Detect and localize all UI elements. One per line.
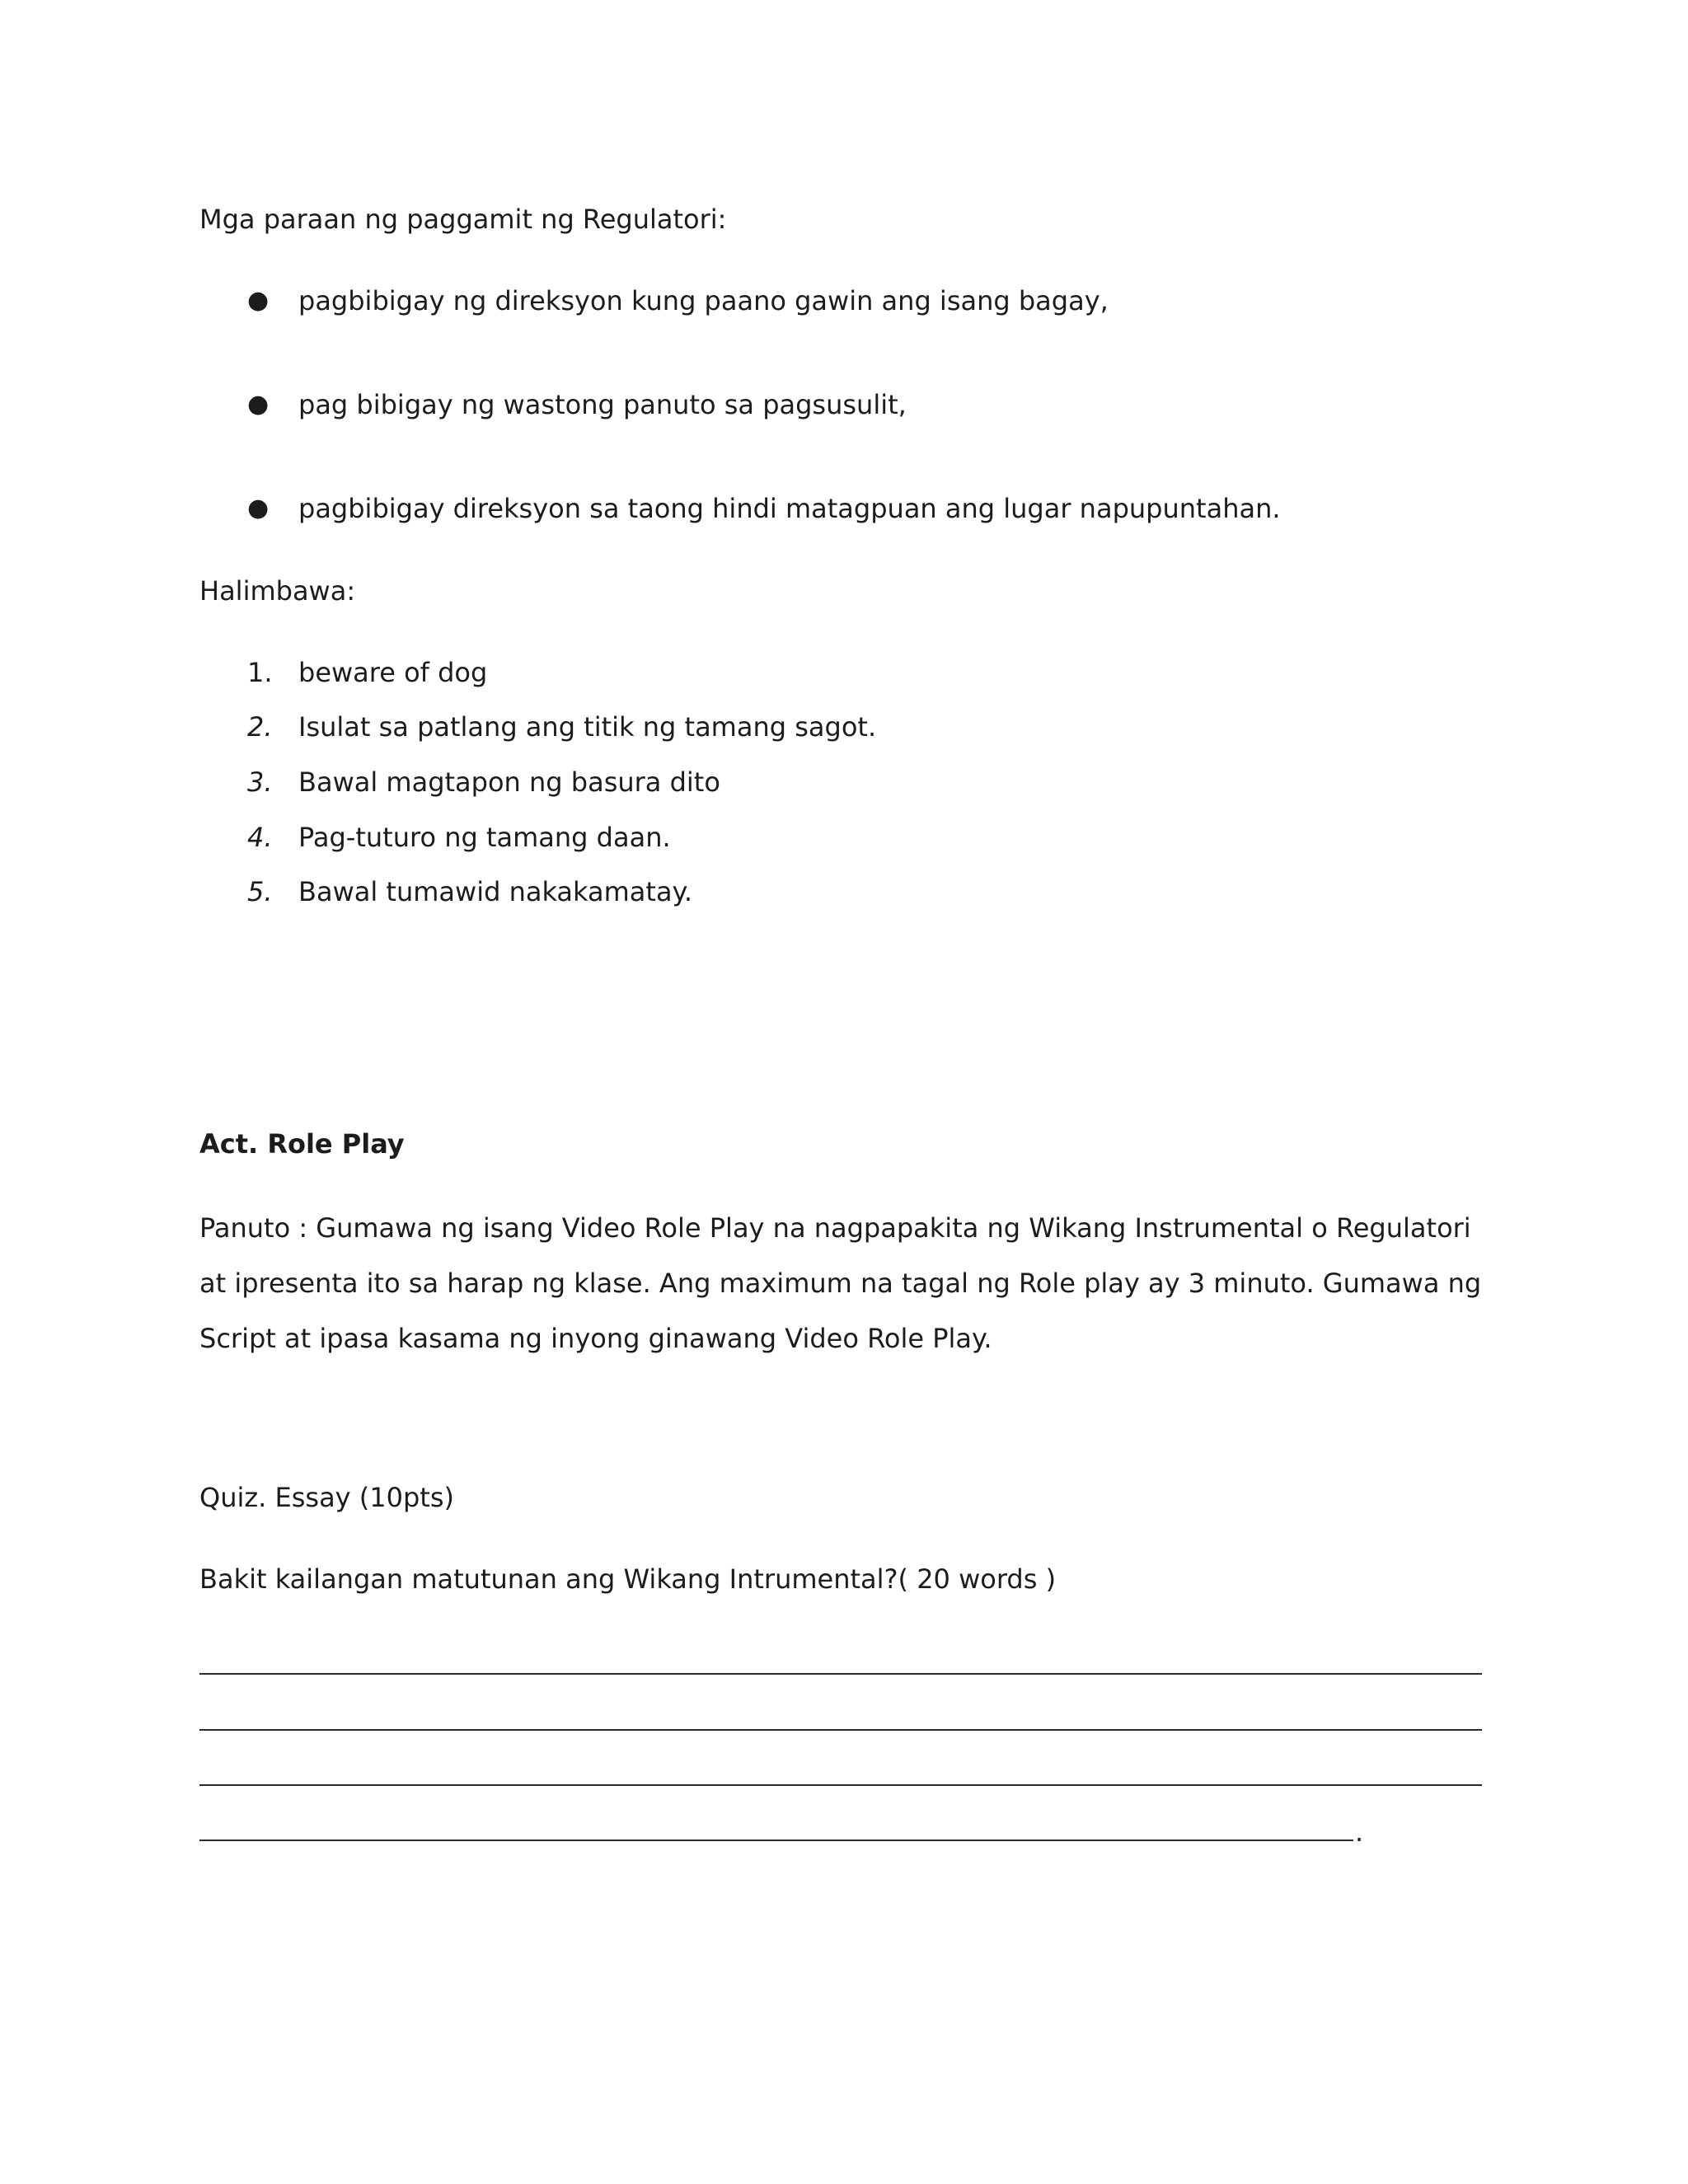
answer-line[interactable] bbox=[199, 1784, 1482, 1786]
example-text: Pag-tuturo ng tamang daan. bbox=[298, 822, 671, 853]
bullet-icon: ● bbox=[247, 286, 270, 315]
example-text: Isulat sa patlang ang titik ng tamang sagot. bbox=[298, 711, 877, 743]
bullet-icon: ● bbox=[247, 494, 270, 523]
example-number: 3. bbox=[247, 766, 273, 798]
examples-heading: Halimbawa: bbox=[199, 575, 356, 607]
example-number: 5. bbox=[247, 876, 273, 907]
example-text: Bawal tumawid nakakamatay. bbox=[298, 876, 693, 907]
quiz-question: Bakit kailangan matutunan ang Wikang Intrumental?( 20 words ) bbox=[199, 1563, 1057, 1595]
bullet-text: pag bibigay ng wastong panuto sa pagsusulit, bbox=[298, 389, 907, 420]
answer-end-mark: . bbox=[1355, 1816, 1364, 1848]
answer-line[interactable] bbox=[199, 1673, 1482, 1675]
example-number: 1. bbox=[247, 657, 273, 688]
example-number: 2. bbox=[247, 711, 273, 743]
example-number: 4. bbox=[247, 822, 273, 853]
activity-title: Act. Role Play bbox=[199, 1128, 405, 1160]
quiz-title: Quiz. Essay (10pts) bbox=[199, 1482, 454, 1513]
section-intro: Mga paraan ng paggamit ng Regulatori: bbox=[199, 204, 727, 235]
bullet-text: pagbibigay ng direksyon kung paano gawin ang isang bagay, bbox=[298, 285, 1109, 316]
activity-instructions: Panuto : Gumawa ng isang Video Role Play na nagpapakita ng Wikang Instrumental o Regulatori at ipresenta ito sa harap ng klase. Ang maximum na tagal ng Role play ay 3 minuto. Gumawa ng Script at ipasa kasama ng inyong ginawang Video Role Play. bbox=[199, 1212, 1482, 1354]
answer-line[interactable] bbox=[199, 1729, 1482, 1731]
example-text: beware of dog bbox=[298, 657, 488, 688]
bullet-icon: ● bbox=[247, 390, 270, 419]
bullet-text: pagbibigay direksyon sa taong hindi matagpuan ang lugar napupuntahan. bbox=[298, 493, 1281, 524]
answer-line[interactable] bbox=[199, 1840, 1353, 1841]
example-text: Bawal magtapon ng basura dito bbox=[298, 766, 720, 798]
